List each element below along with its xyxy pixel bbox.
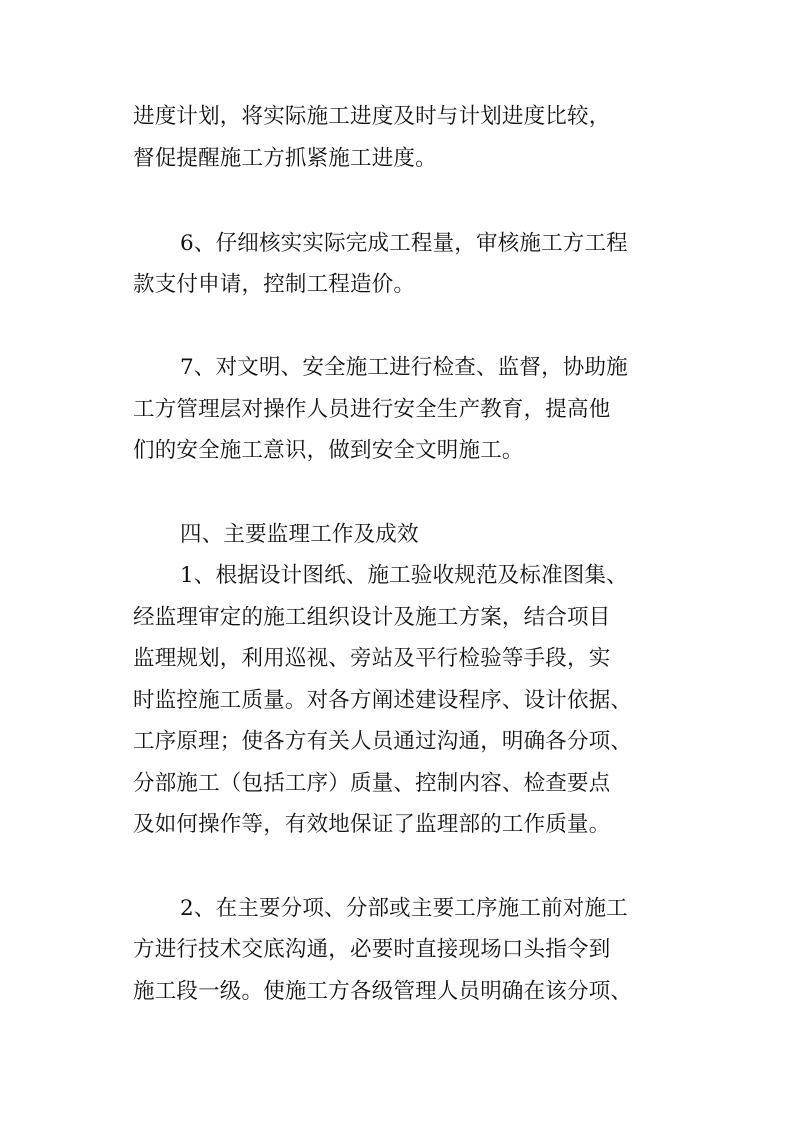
text-line: 工序原理；使各方有关人员通过沟通，明确各分项、 [133,729,633,754]
text-line: 进度计划，将实际施工进度及时与计划进度比较， [133,104,611,129]
text-line: 时监控施工质量。对各方阐述建设程序、设计依据、 [133,688,633,713]
paragraph-6-first-line: 6、仔细核实实际完成工程量，审核施工方工程 [180,231,628,256]
paragraph-7-first-line: 7、对文明、安全施工进行检查、监督，协助施 [180,355,628,380]
text-line: 款支付申请，控制工程造价。 [133,272,416,297]
text-line: 们的安全施工意识，做到安全文明施工。 [133,438,524,463]
text-line: 施工段一级。使施工方各级管理人员明确在该分项、 [133,979,633,1004]
text-line: 方进行技术交底沟通，必要时直接现场口头指令到 [133,937,611,962]
text-line: 分部施工（包括工序）质量、控制内容、检查要点 [133,771,611,796]
text-line: 及如何操作等，有效地保证了监理部的工作质量。 [133,812,611,837]
section-heading: 四、主要监理工作及成效 [180,522,419,547]
text-line: 经监理审定的施工组织设计及施工方案，结合项目 [133,605,611,630]
text-line: 工方管理层对操作人员进行安全生产教育，提高他 [133,397,611,422]
text-line: 督促提醒施工方抓紧施工进度。 [133,146,437,171]
paragraph-2-first-line: 2、在主要分项、分部或主要工序施工前对施工 [180,896,628,921]
text-line: 监理规划，利用巡视、旁站及平行检验等手段，实 [133,646,611,671]
paragraph-1-first-line: 1、根据设计图纸、施工验收规范及标准图集、 [180,563,628,588]
